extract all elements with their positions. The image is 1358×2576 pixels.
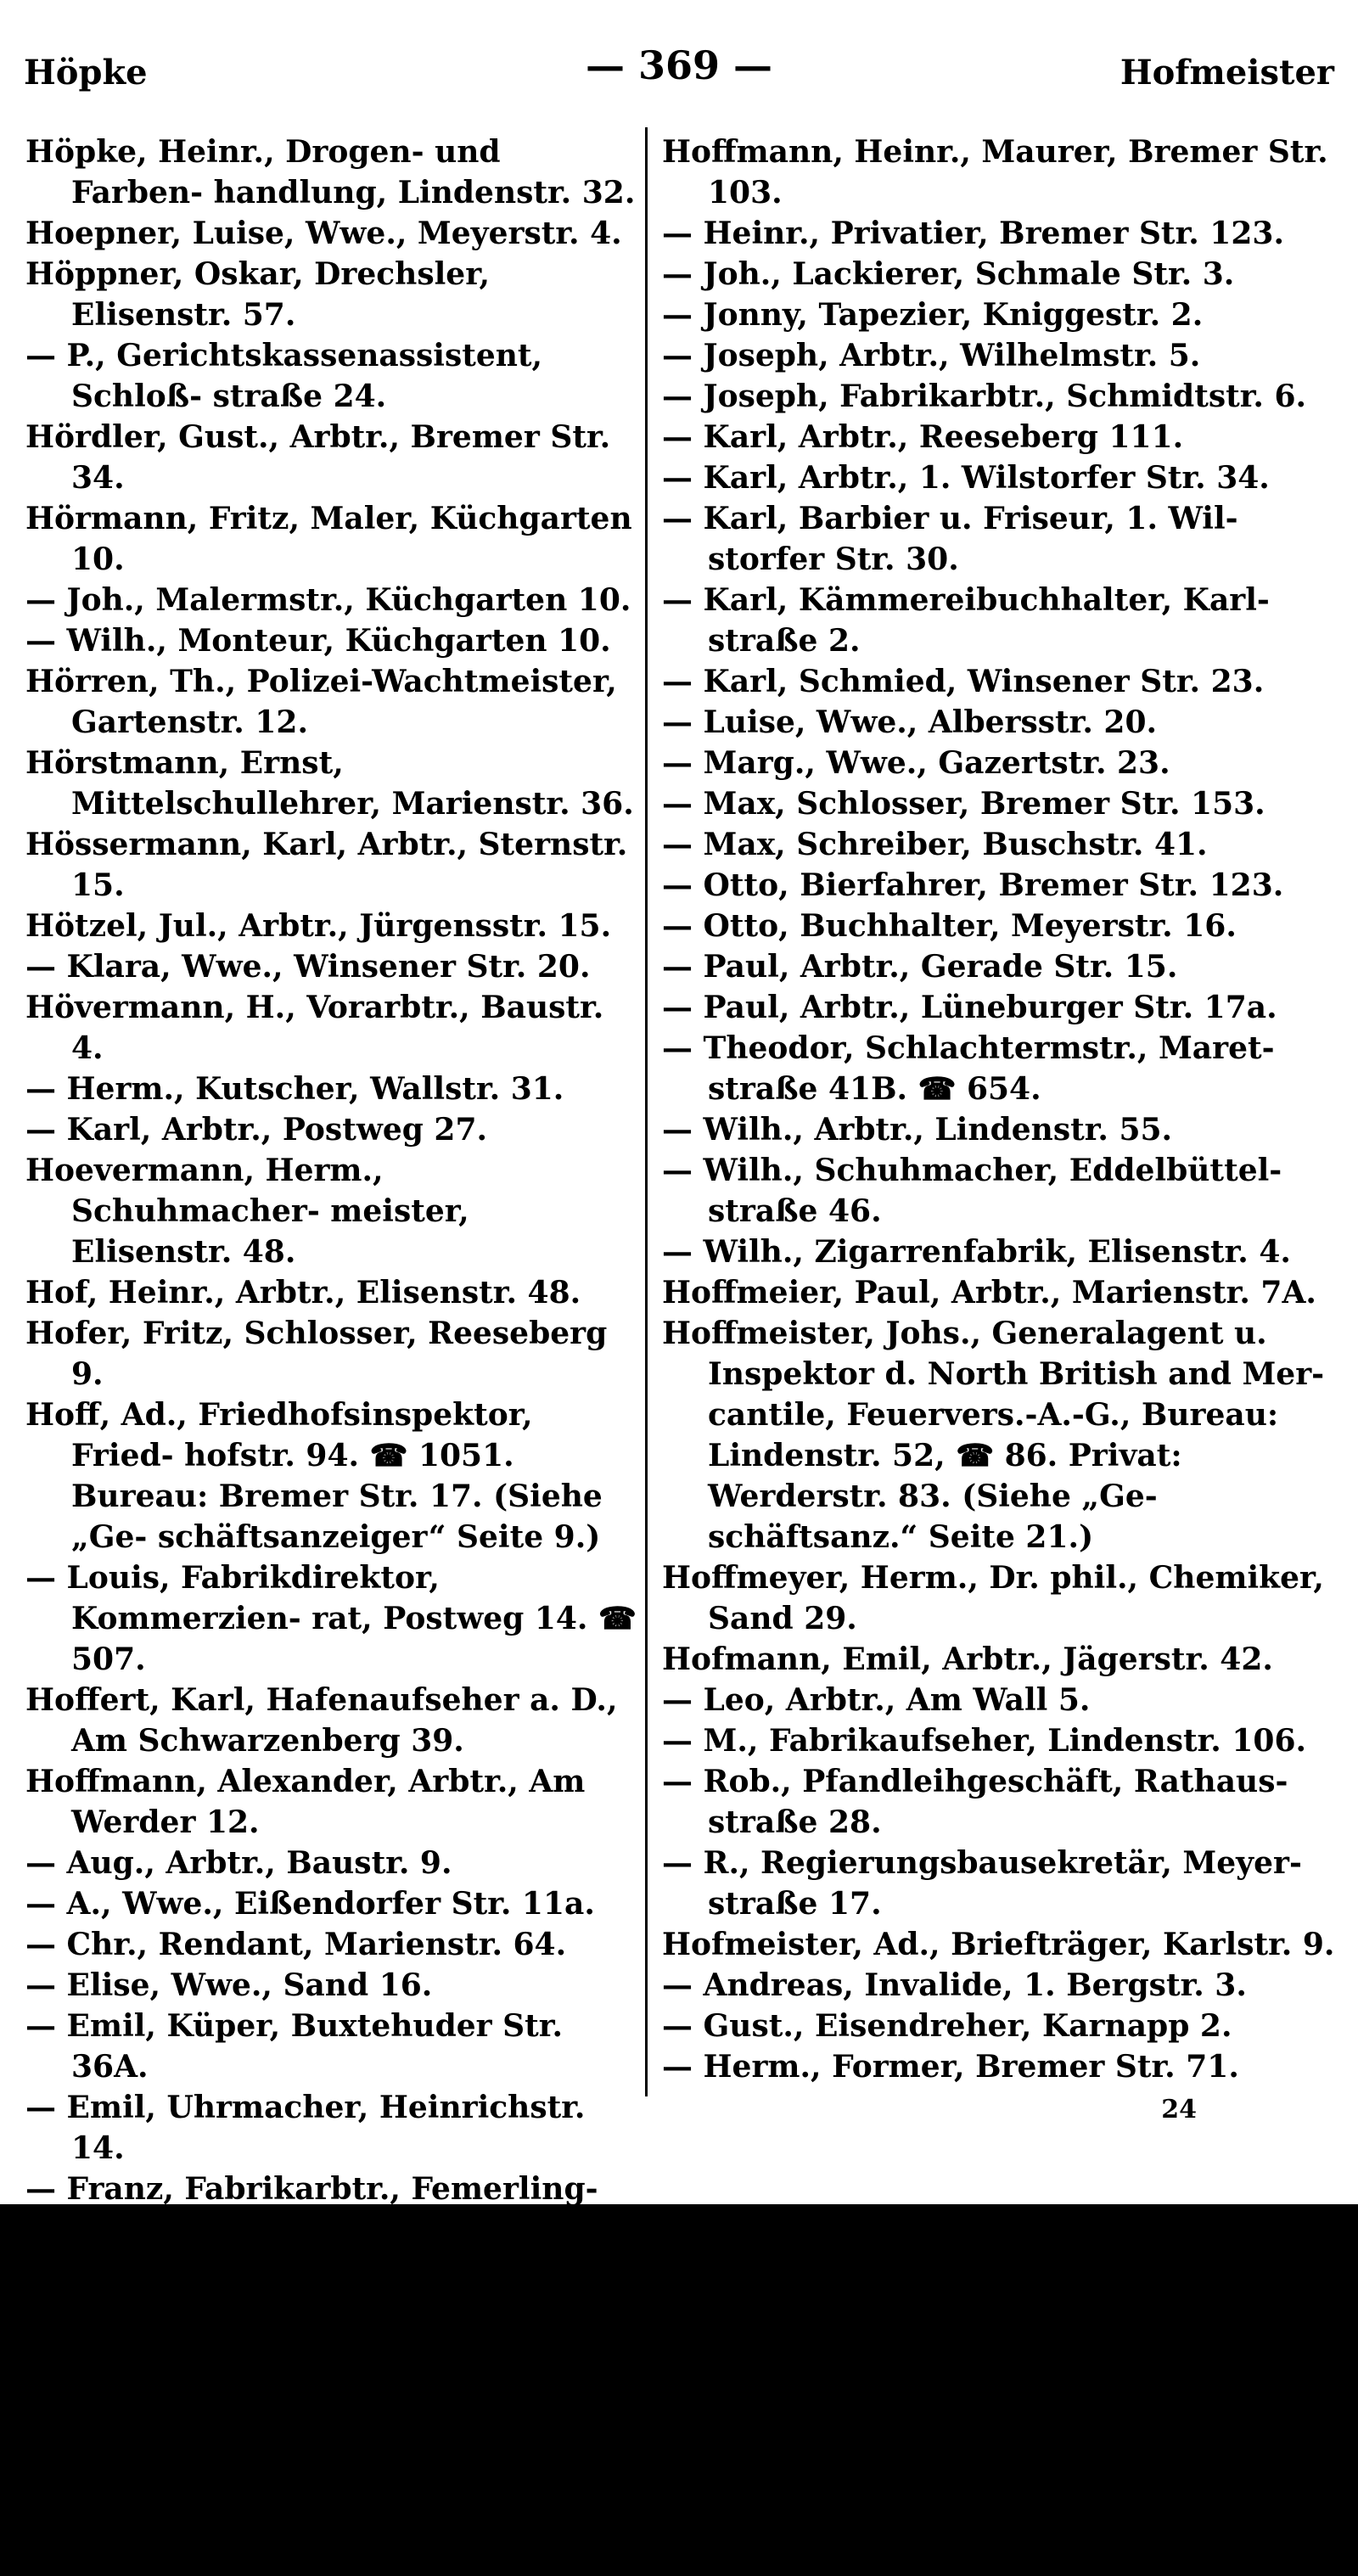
directory-entry: — Fritz, Arbtr., Hohe Str. 33.	[25, 2253, 514, 2288]
directory-entry: Hördler, Gust., Arbtr., Bremer Str. 34.	[25, 419, 611, 496]
directory-entry: — Leo, Arbtr., Am Wall 5.	[662, 1682, 1091, 1718]
sheet-signature: 24	[1161, 2095, 1197, 2124]
directory-entry: — Rob., Pfandleihgeschäft, Rathaus- straße 28.	[662, 1764, 1288, 1840]
directory-entry: — Paul, Arbtr., Gerade Str. 15.	[662, 949, 1178, 985]
directory-entry: — Andreas, Invalide, 1. Bergstr. 3.	[662, 1967, 1247, 2003]
directory-entry: — Heinr., Privatier, Bremer Str. 123.	[662, 216, 1284, 251]
directory-entry: Hoffmann, Alexander, Arbtr., Am Werder 12.	[25, 1764, 586, 1840]
directory-entry: Hoepner, Luise, Wwe., Meyerstr. 4.	[25, 216, 622, 251]
directory-entry: — Joseph, Arbtr., Wilhelmstr. 5.	[662, 338, 1201, 373]
directory-entry: — Herm., Kutscher, Wallstr. 31.	[25, 1071, 564, 1107]
page-number: — 369 —	[585, 42, 773, 88]
directory-entry: Hoffert, Karl, Hafenaufseher a. D., Am Schwarzenberg 39.	[25, 1682, 618, 1759]
directory-entry: Hof, Heinr., Arbtr., Elisenstr. 48.	[25, 1275, 581, 1310]
directory-entry: — Herm., Former, Bremer Str. 71.	[662, 2049, 1239, 2085]
left-column	[25, 132, 637, 2576]
directory-entry: — Karl, Arbtr., 1. Wilstorfer Str. 34.	[662, 460, 1270, 496]
header-left-keyword: Höpke	[24, 53, 148, 93]
directory-entry: — Max, Schlosser, Bremer Str. 153.	[662, 786, 1265, 822]
directory-entry: — Karl, Schmied, Winsener Str. 23.	[662, 664, 1265, 699]
directory-entry: Höpke, Heinr., Drogen- und Farben- handlung, Lindenstr. 32.	[25, 134, 636, 210]
header-right-keyword: Hofmeister	[1120, 53, 1334, 93]
directory-entry: Hoevermann, Herm., Schuhmacher- meister, Elisenstr. 48.	[25, 1153, 469, 1270]
directory-entry: — Otto, Bierfahrer, Bremer Str. 123.	[662, 867, 1284, 903]
directory-entry: — Heinr., Berichterstatter, Baustr. 9.	[25, 2416, 614, 2492]
directory-entry: Hörstmann, Ernst, Mittelschullehrer, Marienstr. 36.	[25, 745, 634, 822]
directory-entry: — Otto, Buchhalter, Meyerstr. 16.	[662, 908, 1237, 944]
directory-entry: — Karl, Barbier u. Friseur, 1. Wil- storfer Str. 30.	[662, 501, 1238, 577]
directory-entry: Hoffmeier, Paul, Arbtr., Marienstr. 7A.	[662, 1275, 1316, 1310]
directory-entry: — Elise, Wwe., Sand 16.	[25, 1967, 433, 2003]
right-column	[662, 132, 1341, 2087]
page-header	[24, 42, 1334, 104]
directory-entry: — Emil, Küper, Buxtehuder Str. 36A.	[25, 2008, 563, 2085]
directory-entry: — Wilh., Arbtr., Lindenstr. 55.	[662, 1112, 1173, 1148]
directory-entry: — Joseph, Fabrikarbtr., Schmidtstr. 6.	[662, 379, 1307, 414]
directory-entry: — Klara, Wwe., Winsener Str. 20.	[25, 949, 591, 985]
directory-entry: — R., Regierungsbausekretär, Meyer- straße 17.	[662, 1845, 1302, 1922]
directory-entry: Hoffmann, Heinr., Maurer, Bremer Str. 103.	[662, 134, 1328, 210]
directory-entry: Hörmann, Fritz, Maler, Küchgarten 10.	[25, 501, 632, 577]
directory-entry: — P., Gerichtskassenassistent, Schloß- straße 24.	[25, 338, 543, 414]
directory-entry: Höppner, Oskar, Drechsler, Elisenstr. 57.	[25, 256, 491, 333]
directory-entry: — Chr., Rendant, Marienstr. 64.	[25, 1927, 567, 1962]
directory-entry: — Max, Schreiber, Buschstr. 41.	[662, 827, 1208, 862]
directory-entry: — Marg., Wwe., Gazertstr. 23.	[662, 745, 1170, 781]
directory-entry: — Joh., Lackierer, Schmale Str. 3.	[662, 256, 1235, 292]
directory-entry: — A., Wwe., Eißendorfer Str. 11a.	[25, 1886, 595, 1922]
directory-entry: — Aug., Arbtr., Baustr. 9.	[25, 1845, 452, 1881]
directory-entry: — Louis, Fabrikdirektor, Kommerzien- rat, Postweg 14. ☎ 507.	[25, 1560, 637, 1677]
directory-entry: — Wilh., Monteur, Küchgarten 10.	[25, 623, 611, 659]
directory-entry: — Luise, Wwe., Albersstr. 20.	[662, 704, 1158, 740]
directory-entry: — Karl, Kämmereibuchhalter, Karl- straße 2.	[662, 582, 1270, 659]
directory-entry: — Karl, Arbtr., Reeseberg 111.	[662, 419, 1184, 455]
directory-entry: Hofer, Fritz, Schlosser, Reeseberg 9.	[25, 1316, 608, 1392]
directory-entry: — Georg, Kartoffelhändler, Hohe Straße 31.	[25, 2293, 587, 2370]
directory-entry: Hoffmeister, Johs., Generalagent u. Inspektor d. North British and Mer- cantile, Feuervers.-A.-G., Bureau: Lindenstr. 52, ☎ 86. Privat: Werderstr. 83. (Siehe „Ge- schäftsanz.“ Seite 21.)	[662, 1316, 1325, 1555]
directory-entry: — Emil, Uhrmacher, Heinrichstr. 14.	[25, 2090, 586, 2166]
directory-entry: — Karl, Arbtr., Postweg 27.	[25, 1112, 488, 1148]
directory-entry: Hoff, Ad., Friedhofsinspektor, Fried- hofstr. 94. ☎ 1051. Bureau: Bremer Str. 17. (Siehe „Ge- schäftsanzeiger“ Seite 9.)	[25, 1397, 603, 1555]
directory-entry: — Gust., Seemann, Marienstr. 7A.	[25, 2375, 602, 2410]
directory-entry: — Franz, Fabrikarbtr., Femerling- straße 19.	[25, 2171, 598, 2248]
directory-entry: Hofmann, Emil, Arbtr., Jägerstr. 42.	[662, 1642, 1273, 1677]
directory-entry: Hofmeister, Ad., Briefträger, Karlstr. 9.	[662, 1927, 1335, 1962]
directory-entry: — Gust., Eisendreher, Karnapp 2.	[662, 2008, 1232, 2044]
directory-entry: Hövermann, H., Vorarbtr., Baustr. 4.	[25, 990, 604, 1066]
directory-entry: — M., Fabrikaufseher, Lindenstr. 106.	[662, 1723, 1307, 1759]
directory-entry: — Wilh., Schuhmacher, Eddelbüttel- straße 46.	[662, 1153, 1282, 1229]
directory-entry: — Jonny, Tapezier, Kniggestr. 2.	[662, 297, 1204, 333]
directory-entry: — Wilh., Zigarrenfabrik, Elisenstr. 4.	[662, 1234, 1291, 1270]
directory-entry: Hötzel, Jul., Arbtr., Jürgensstr. 15.	[25, 908, 612, 944]
directory-entry: — Joh., Malermstr., Küchgarten 10.	[25, 582, 631, 618]
directory-entry: Hössermann, Karl, Arbtr., Sternstr. 15.	[25, 827, 628, 903]
directory-entry: — Paul, Arbtr., Lüneburger Str. 17a.	[662, 990, 1277, 1025]
directory-entry: Hoffmeyer, Herm., Dr. phil., Chemiker, Sand 29.	[662, 1560, 1324, 1636]
directory-entry: — Theodor, Schlachtermstr., Maret- straße 41B. ☎ 654.	[662, 1030, 1275, 1107]
column-divider	[645, 127, 648, 2096]
directory-entry: — Heinr., Kesselschmied, Marienstr. 67.	[25, 2497, 458, 2573]
directory-entry: Hörren, Th., Polizei-Wachtmeister, Gartenstr. 12.	[25, 664, 617, 740]
